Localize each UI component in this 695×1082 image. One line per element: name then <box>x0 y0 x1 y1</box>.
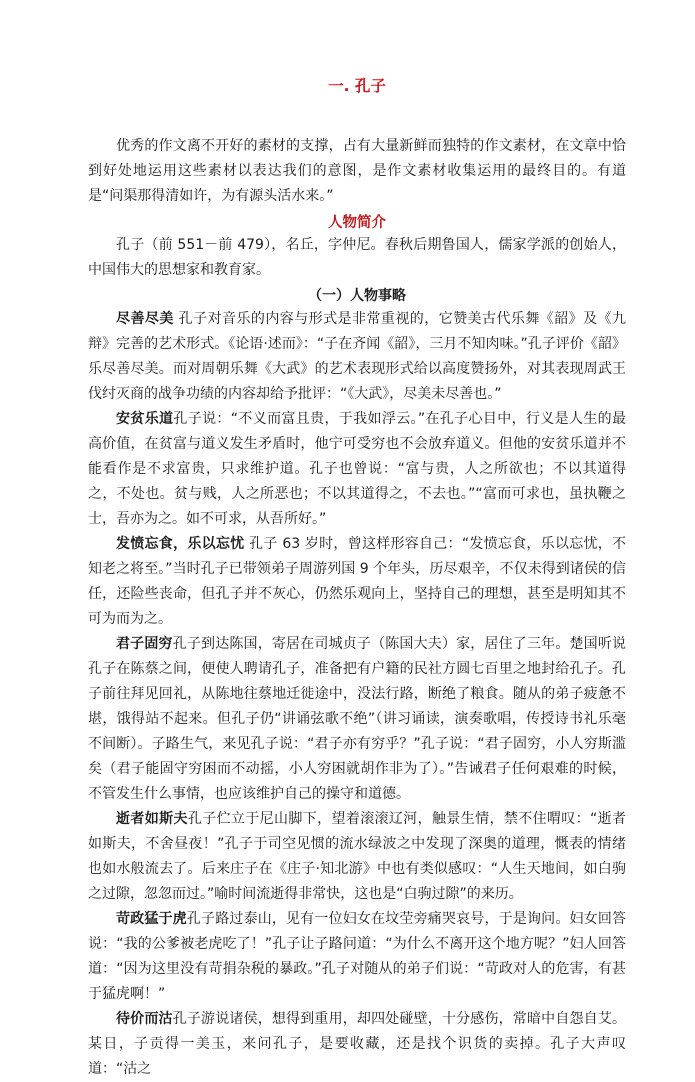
story-keyword: 君子固穷 <box>116 636 173 652</box>
story-text: 孔子说：“不义而富且贵，于我如浮云。”在孔子心目中，行义是人生的最高价值，在贫富与道义发生矛盾时，他宁可受穷也不会放弃道义。但他的安贫乐道并不能看作是不求富贵，只求维护道。孔子也曾说：“富与贵，人之所欲也；不以其道得之，不处也。贫与贱，人之所恶也；不以其道得之，不去也。”“富而可求也，虽执鞭之士，吾亦为之。如不可求，从吾所好。” <box>88 411 626 527</box>
story-keyword: 苛政猛于虎 <box>116 911 187 927</box>
stories-list <box>88 307 626 1082</box>
story-text: 孔子 63 岁时，曾这样形容自己：“发愤忘食，乐以忘忧，不知老之将至。”当时孔子已带领弟子周游列国 9 个年头，历尽艰辛，不仅未得到诸侯的信任，还险些丧命，但孔子并不灰心，仍然乐观向上，坚持自己的理想，甚至是明知其不可为而为之。 <box>88 536 627 627</box>
stories-heading: （一）人物事略 <box>308 288 406 304</box>
story-keyword: 发愤忘食，乐以忘忧 <box>116 536 245 552</box>
story-paragraph <box>88 907 626 1007</box>
intro-paragraph: 优秀的作文离不开好的素材的支撑，占有大量新鲜而独特的作文素材，在文章中恰到好处地运用这些素材以表达我们的意图，是作文素材收集运用的最终目的。有道是“问渠那得清如许，为有源头活水来。” <box>88 138 626 204</box>
document-page <box>88 76 626 1082</box>
story-keyword: 尽善尽美 <box>116 311 174 327</box>
bio-heading: 人物简介 <box>328 215 386 231</box>
bio-paragraph: 孔子（前 551－前 479），名丘，字仲尼。春秋后期鲁国人，儒家学派的创始人，中国伟大的思想家和教育家。 <box>88 237 626 278</box>
story-paragraph <box>88 1007 626 1082</box>
story-text: 孔子游说诸侯，想得到重用，却四处碰壁，十分感伤，常暗中自怨自艾。某日，子贡得一美玉，来问孔子，是要收藏，还是找个识货的卖掉。孔子大声叹道：“沽之 <box>88 1011 626 1077</box>
story-text: 孔子到达陈国，寄居在司城贞子（陈国大夫）家，居住了三年。楚国听说孔子在陈蔡之间，便使人聘请孔子，准备把有户籍的民社方圆七百里之地封给孔子。孔子前往拜见回礼，从陈地往蔡地迁徙途中，没法行路，断绝了粮食。随从的弟子疲惫不堪，饿得站不起来。但孔子仍“讲诵弦歌不绝”（讲习诵读，演奏歌唱，传授诗书礼乐毫不间断）。子路生气，来见孔子说：“君子亦有穷乎？”孔子说：“君子固穷，小人穷斯滥矣（君子能固守穷困而不动摇，小人穷困就胡作非为了）。”告诫君子任何艰难的时候，不管发生什么事情，也应该维护自己的操守和道德。 <box>88 636 626 802</box>
story-text: 孔子路过泰山，见有一位妇女在坟茔旁痛哭哀号，于是询问。妇女回答说：“我的公爹被老虎吃了！”孔子让子路问道：“为什么不离开这个地方呢？”妇人回答道：“因为这里没有苛捐杂税的暴政。”孔子对随从的弟子们说：“苛政对人的危害，有甚于猛虎啊！” <box>88 911 627 1002</box>
story-keyword: 逝者如斯夫 <box>116 811 188 827</box>
story-paragraph <box>88 807 626 907</box>
story-paragraph <box>88 307 626 407</box>
story-paragraph <box>88 532 626 632</box>
story-paragraph <box>88 632 626 807</box>
story-text: 孔子伫立于尼山脚下，望着滚滚辽河，触景生情，禁不住喟叹：“逝者如斯夫，不舍昼夜！”孔子于司空见惯的流水绿波之中发现了深奥的道理，慨表的情绪也如水般流去了。后来庄子在《庄子·知北游》中也有类似感叹：“人生天地间，如白驹之过隙，忽忽而过。”喻时间流逝得非常快，这也是“白驹过隙”的来历。 <box>88 811 626 902</box>
story-text: 孔子对音乐的内容与形式是非常重视的，它赞美古代乐舞《韶》及《九辩》完善的艺术形式。《论语·述而》：“子在齐闻《韶》，三月不知肉味。”孔子评价《韶》乐尽善尽美。而对周朝乐舞《大武》的艺术表现形式给以高度赞扬外，对其表现周武王伐纣灭商的战争功绩的内容却给予批评：“《大武》，尽美未尽善也。” <box>88 311 626 402</box>
document-title: 一. 孔子 <box>328 77 386 95</box>
story-paragraph <box>88 407 626 532</box>
story-keyword: 安贫乐道 <box>116 411 174 427</box>
story-keyword: 待价而沽 <box>116 1011 173 1027</box>
